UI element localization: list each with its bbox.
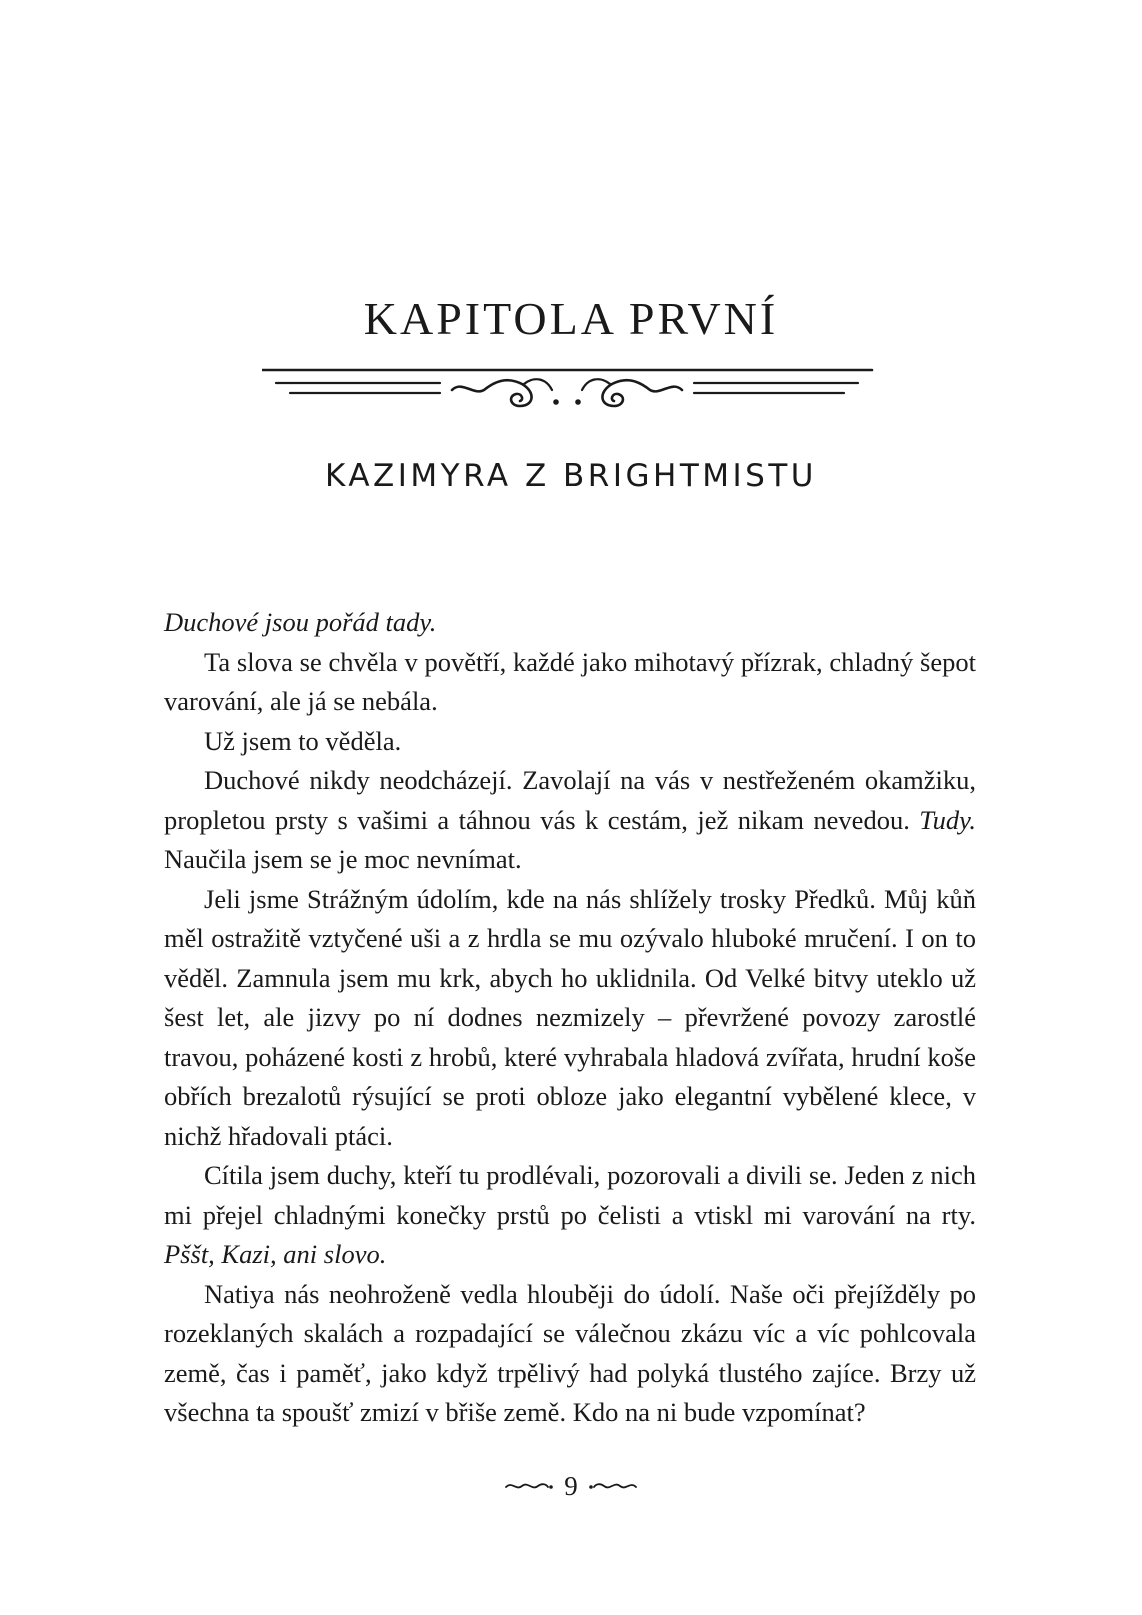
swash-left-icon [504, 1478, 554, 1494]
chapter-subtitle: KAZIMYRA Z BRIGHTMISTU [325, 458, 817, 494]
italic-text: Pššt, Kazi, ani slovo. [164, 1239, 387, 1269]
page-folio [0, 1466, 1142, 1506]
text-run: Už jsem to věděla. [204, 725, 402, 756]
paragraph [164, 880, 976, 1157]
text-run: Naučila jsem se je moc nevnímat. [164, 844, 522, 874]
text-run: Natiya nás neohroženě vedla hlouběji do údolí. Naše oči přejížděly po rozeklaných skalách a rozpadající se válečnou zkázu víc a víc pohlcovala země, čas i paměť, jako když trpělivý had polyká tlustého zajíce. Brzy už všechna ta spoušť zmizí v břiše země. Kdo na ni bude vzpomínat? [164, 1278, 976, 1427]
chapter-title: KAPITOLA PRVNÍ [363, 293, 779, 344]
paragraph [164, 603, 976, 643]
scroll-divider-ornament-icon [262, 362, 882, 422]
swash-right-icon [588, 1478, 638, 1494]
paragraph [164, 1156, 976, 1275]
paragraph [164, 722, 976, 762]
chapter-body [164, 603, 976, 1433]
italic-text: Tudy. [919, 804, 976, 835]
paragraph [164, 1275, 976, 1433]
text-run: Ta slova se chvěla v povětří, každé jako mihotavý přízrak, chladný šepot varování, ale já se nebála. [164, 646, 976, 716]
text-run: Cítila jsem duchy, kteří tu prodlévali, pozorovali a divili se. Jeden z nich mi přejel chladnými konečky prstů po čelisti a vtiskl mi varování na rty. [164, 1160, 976, 1230]
page-number: 9 [564, 1470, 578, 1501]
text-run: Jeli jsme Strážným údolím, kde na nás shlížely trosky Předků. Můj kůň měl ostražitě vztyčené uši a z hrdla se mu ozývalo hluboké mručení. I on to věděl. Zamnula jsem mu krk, abych ho uklidnila. Od Velké bitvy uteklo už šest let, ale jizvy po ní dodnes nezmizely – převržené povozy zarostlé travou, poházené kosti z hrobů, které vyhrabala hladová zvířata, hrudní koše obřích brezalotů rýsující se proti obloze jako elegantní vybělené klece, v nichž hřadovali ptáci. [164, 883, 976, 1151]
text-run: Duchové nikdy neodcházejí. Zavolají na vás v nestřeženém okamžiku, propletou prsty s vašimi a táhnou vás k cestám, jež nikam nevedou. [164, 765, 976, 835]
paragraph [164, 643, 976, 722]
italic-text: Duchové jsou pořád tady. [164, 607, 437, 637]
paragraph [164, 761, 976, 880]
